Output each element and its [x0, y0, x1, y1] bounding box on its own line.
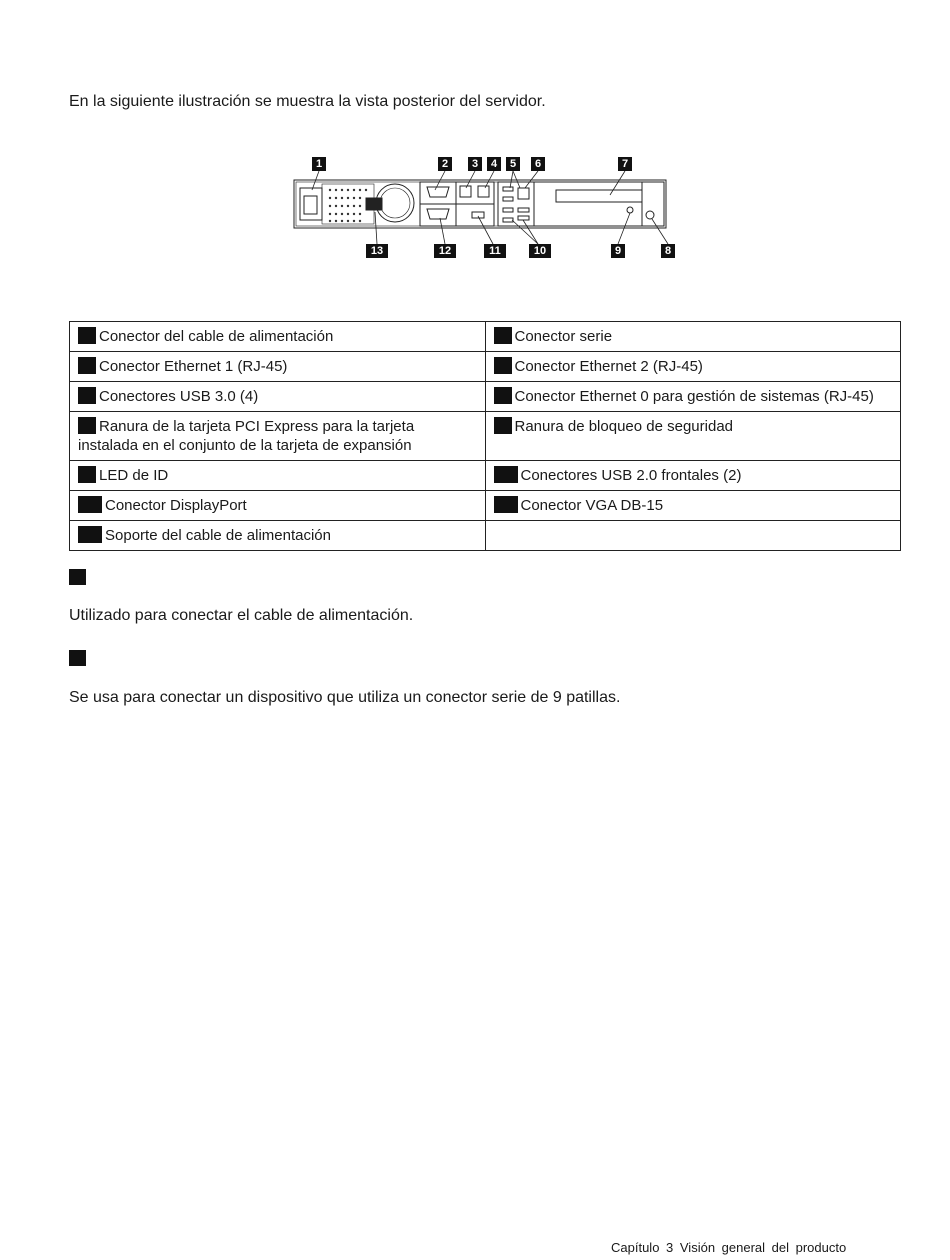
intro-paragraph: En la siguiente ilustración se muestra la vista posterior del servidor. — [69, 93, 546, 110]
callout-10: 10 — [529, 244, 551, 258]
callout-square — [78, 496, 102, 513]
legend-text: Conector Ethernet 2 (RJ-45) — [514, 358, 703, 375]
callout-square — [78, 327, 96, 344]
legend-cell — [70, 352, 486, 382]
callout-square — [494, 327, 512, 344]
legend-cell-empty — [485, 521, 901, 551]
legend-text: Conector serie — [514, 328, 613, 345]
callout-12: 12 — [434, 244, 456, 258]
legend-cell — [70, 521, 486, 551]
callout-square — [494, 357, 512, 374]
callout-8: 8 — [661, 244, 675, 258]
legend-text: Conector Ethernet 1 (RJ-45) — [99, 358, 288, 375]
legend-text: Conectores USB 3.0 (4) — [99, 388, 259, 405]
legend-cell — [485, 382, 901, 412]
callout-square — [78, 526, 102, 543]
legend-cell — [70, 322, 486, 352]
callout-square — [78, 417, 96, 434]
section-callout-square — [69, 650, 86, 666]
legend-text: Conector VGA DB-15 — [520, 497, 664, 514]
legend-text: Conectores USB 2.0 frontales (2) — [520, 467, 742, 484]
section-callout-square — [69, 569, 86, 585]
legend-cell — [70, 412, 486, 461]
table-row — [70, 521, 901, 551]
legend-cell — [70, 491, 486, 521]
callout-square — [494, 387, 512, 404]
callout-square — [494, 496, 518, 513]
legend-text: Conector del cable de alimentación — [99, 328, 334, 345]
callout-9: 9 — [611, 244, 625, 258]
callout-square — [494, 466, 518, 483]
callout-7: 7 — [618, 157, 632, 171]
section-paragraph: Utilizado para conectar el cable de alimentación. — [69, 607, 414, 624]
callout-1: 1 — [312, 157, 326, 171]
callout-5: 5 — [506, 157, 520, 171]
table-row — [70, 352, 901, 382]
legend-cell — [485, 352, 901, 382]
legend-text: Conector DisplayPort — [105, 497, 247, 514]
table-row — [70, 322, 901, 352]
section-paragraph: Se usa para conectar un dispositivo que utiliza un conector serie de 9 patillas. — [69, 689, 621, 706]
page-footer: Capítulo 3 Visión general del producto — [611, 1240, 847, 1255]
legend-cell — [70, 382, 486, 412]
legend-cell — [485, 461, 901, 491]
callout-square — [78, 357, 96, 374]
callout-3: 3 — [468, 157, 482, 171]
callout-11: 11 — [484, 244, 506, 258]
table-row — [70, 382, 901, 412]
legend-cell — [485, 491, 901, 521]
callout-square — [78, 387, 96, 404]
legend-cell — [70, 461, 486, 491]
legend-cell — [485, 322, 901, 352]
server-rear-view-figure — [290, 150, 690, 265]
callout-4: 4 — [487, 157, 501, 171]
table-row — [70, 461, 901, 491]
callout-square — [78, 466, 96, 483]
legend-text: Soporte del cable de alimentación — [105, 527, 331, 544]
callout-6: 6 — [531, 157, 545, 171]
callout-square — [494, 417, 512, 434]
table-row — [70, 491, 901, 521]
legend-table — [69, 321, 901, 551]
legend-text: Conector Ethernet 0 para gestión de sistemas (RJ-45) — [514, 388, 874, 405]
legend-text: Ranura de la tarjeta PCI Express para la tarjeta instalada en el conjunto de la tarjeta de expansión — [78, 418, 415, 454]
table-row — [70, 412, 901, 461]
callout-13: 13 — [366, 244, 388, 258]
callout-2: 2 — [438, 157, 452, 171]
legend-text: LED de ID — [99, 467, 169, 484]
legend-cell — [485, 412, 901, 461]
legend-text: Ranura de bloqueo de seguridad — [514, 418, 734, 435]
